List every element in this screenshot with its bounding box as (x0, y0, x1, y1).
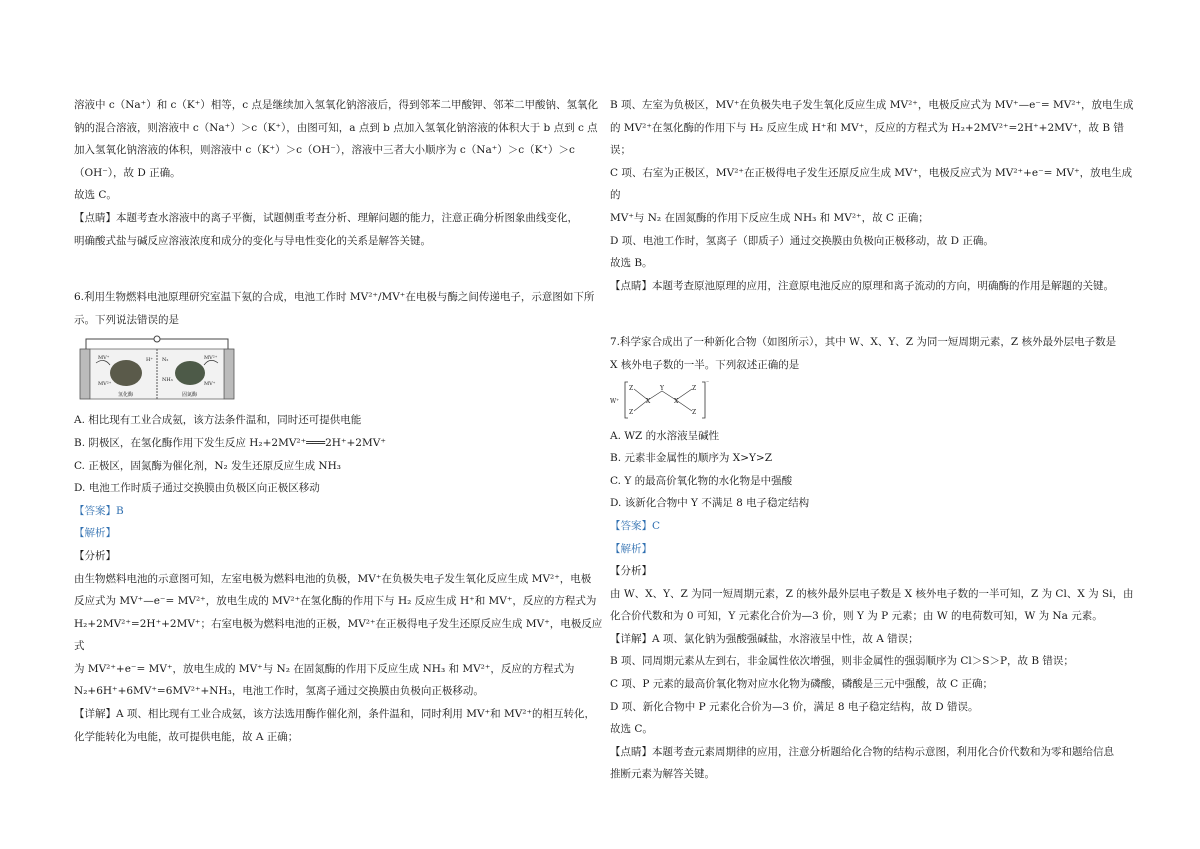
analysis-label: 【解析】 (74, 527, 116, 540)
paragraph-line: D 项、电池工作时，氢离子（即质子）通过交换膜由负极向正极移动，故 D 正确。 (610, 234, 994, 247)
analysis-heading: 【分析】 (610, 565, 652, 578)
paragraph-line: （OH⁻），故 D 正确。 (74, 166, 181, 179)
option-c: C. 正极区，固氮酶为催化剂，N₂ 发生还原反应生成 NH₃ (74, 459, 341, 472)
compound-structure-svg (610, 379, 710, 421)
option-c: C. Y 的最高价氧化物的水化物是中强酸 (610, 474, 793, 487)
conclusion: 故选 C。 (74, 189, 117, 202)
diagram-label: N₂ (162, 357, 169, 364)
paragraph-line: 由生物燃料电池的示意图可知，左室电极为燃料电池的负极，MV⁺在负极失电子发生氧化反应生成 MV²⁺，电极 (74, 572, 592, 585)
structure-label: W⁺ (610, 397, 620, 405)
paragraph-line: 加入氢氧化钠溶液的体积，则溶液中 c（K⁺）＞c（OH⁻），溶液中三者大小顺序为 c（Na⁺）＞c（K⁺）＞c (74, 144, 575, 157)
answer-label: 【答案】B (74, 504, 124, 517)
detail: 【详解】A 项、氯化钠为强酸强碱盐，水溶液呈中性，故 A 错误； (610, 632, 919, 645)
structure-label: Y (660, 384, 664, 392)
answer-label: 【答案】C (610, 519, 661, 532)
comment: 【点睛】本题考查元素周期律的应用，注意分析题给化合物的结构示意图，利用化合价代数和为零和题给信息 (610, 745, 1114, 758)
comment: 【点睛】本题考查原池原理的应用，注意原电池反应的原理和离子流动的方向，明确酶的作用是解题的关键。 (610, 279, 1114, 292)
right-column (610, 94, 1142, 786)
structure-label: Z (629, 408, 634, 416)
paragraph-line: B 项、左室为负极区，MV⁺在负极失电子发生氧化反应生成 MV²⁺，电极反应式为 MV⁺—e⁻= MV²⁺，放电生成 (610, 99, 1134, 111)
paragraph-line: C 项、右室为正极区，MV²⁺在正极得电子发生还原反应生成 MV⁺，电极反应式为 MV²⁺+e⁻= MV⁺，放电生成的 (610, 166, 1133, 202)
spacer (610, 297, 1142, 331)
question-6-stem: 6.利用生物燃料电池原理研究室温下氨的合成，电池工作时 MV²⁺/MV⁺在电极与酶之间传递电子，示意图如下所 (74, 291, 595, 304)
structure-label: Z (692, 408, 697, 416)
comment: 推断元素为解答关键。 (610, 768, 715, 781)
structure-label: Z (692, 384, 697, 392)
question-7-stem: X 核外电子数的一半。下列叙述正确的是 (610, 358, 800, 371)
detail: D 项、新化合物中 P 元素化合价为—3 价，满足 8 电子稳定结构，故 D 错误。 (610, 700, 979, 713)
paragraph-line: 反应式为 MV⁺—e⁻= MV²⁺，放电生成的 MV²⁺在氢化酶的作用下与 H₂ 反应生成 H⁺和 MV⁺，反应的方程式为 (74, 595, 597, 608)
structure-label: X (646, 397, 651, 405)
diagram-label: MV⁺ (204, 381, 216, 388)
diagram-label: MV²⁺ (204, 355, 218, 362)
option-b: B. 阴极区，在氢化酶作用下发生反应 H₂+2MV²⁺═══2H⁺+2MV⁺ (74, 436, 386, 449)
fuel-cell-diagram (78, 335, 236, 403)
option-a: A. 相比现有工业合成氨，该方法条件温和，同时还可提供电能 (74, 414, 362, 427)
paragraph-line: 溶液中 c（Na⁺）和 c（K⁺）相等，c 点是继续加入氢氧化钠溶液后，得到邻苯二甲酸钾、邻苯二甲酸钠、氢氧化 (74, 99, 599, 111)
question-6-stem: 示。下列说法错误的是 (74, 313, 179, 326)
diagram-label: H⁺ (146, 357, 153, 364)
left-column (74, 94, 606, 748)
diagram-label: 氢化酶 (118, 392, 134, 399)
paragraph-line: 化合价代数和为 0 可知，Y 元素化合价为—3 价，则 Y 为 P 元素；由 W 的电荷数可知，W 为 Na 元素。 (610, 610, 1103, 623)
diagram-label: MV²⁺ (98, 381, 112, 388)
paragraph-line: 的 MV²⁺在氢化酶的作用下与 H₂ 反应生成 H⁺和 MV⁺，反应的方程式为 H₂+2MV²⁺=2H⁺+2MV⁺，故 B 错误； (610, 121, 1124, 157)
option-a: A. WZ 的水溶液呈碱性 (610, 429, 720, 442)
option-d: D. 该新化合物中 Y 不满足 8 电子稳定结构 (610, 497, 810, 510)
diagram-label: NH₃ (162, 377, 173, 384)
fuel-cell-svg (78, 335, 236, 403)
structure-label: ⁻ (706, 379, 710, 387)
diagram-label: MV⁺ (98, 355, 110, 362)
diagram-label: 固氮酶 (182, 392, 198, 399)
question-7-stem: 7.科学家合成出了一种新化合物（如图所示），其中 W、X、Y、Z 为同一短周期元素，Z 核外最外层电子数是 (610, 336, 1117, 349)
paragraph-line: 钠的混合溶液，则溶液中 c（Na⁺）＞c（K⁺），由图可知，a 点到 b 点加入氢氧化钠溶液的体积大于 b 点到 c 点 (74, 121, 598, 134)
paragraph-line: 由 W、X、Y、Z 为同一短周期元素，Z 的核外最外层电子数是 X 核外电子数的一半可知，Z 为 Cl、X 为 Si，由 (610, 587, 1134, 600)
option-d: D. 电池工作时质子通过交换膜由负极区向正极区移动 (74, 482, 320, 495)
comment: 明确酸式盐与碱反应溶液浓度和成分的变化与导电性变化的关系是解答关键。 (74, 234, 431, 247)
analysis-heading: 【分析】 (74, 549, 116, 562)
detail: 【详解】A 项、相比现有工业合成氨，该方法选用酶作催化剂，条件温和，同时利用 MV⁺和 MV²⁺的相互转化， (74, 708, 596, 721)
detail: B 项、同周期元素从左到右，非金属性依次增强，则非金属性的强弱顺序为 Cl＞S＞P，故 B 错误； (610, 655, 1074, 668)
paragraph-line: 为 MV²⁺+e⁻= MV⁺，放电生成的 MV⁺与 N₂ 在固氮酶的作用下反应生成 NH₃ 和 MV²⁺，反应的方程式为 (74, 662, 575, 675)
paragraph-line: H₂+2MV²⁺=2H⁺+2MV⁺；右室电极为燃料电池的正极，MV²⁺在正极得电子发生还原反应生成 MV⁺，电极反应式 (74, 617, 603, 653)
structure-label: Z (629, 384, 634, 392)
spacer (74, 252, 606, 286)
structure-label: X (674, 397, 679, 405)
comment: 【点睛】本题考查水溶液中的离子平衡，试题侧重考查分析、理解问题的能力，注意正确分析图象曲线变化， (74, 211, 578, 224)
conclusion: 故选 C。 (610, 723, 653, 736)
paragraph-line: MV⁺与 N₂ 在固氮酶的作用下反应生成 NH₃ 和 MV²⁺，故 C 正确； (610, 211, 929, 224)
paragraph-line: N₂+6H⁺+6MV⁺=6MV²⁺+NH₃，电池工作时，氢离子通过交换膜由负极向正极移动。 (74, 685, 484, 698)
analysis-label: 【解析】 (610, 542, 652, 555)
compound-structure-diagram (610, 379, 710, 421)
conclusion: 故选 B。 (610, 257, 653, 270)
detail: 化学能转化为电能，故可提供电能，故 A 正确； (74, 730, 299, 743)
option-b: B. 元素非金属性的顺序为 X>Y>Z (610, 452, 773, 465)
detail: C 项、P 元素的最高价氧化物对应水化物为磷酸，磷酸是三元中强酸，故 C 正确； (610, 678, 993, 691)
